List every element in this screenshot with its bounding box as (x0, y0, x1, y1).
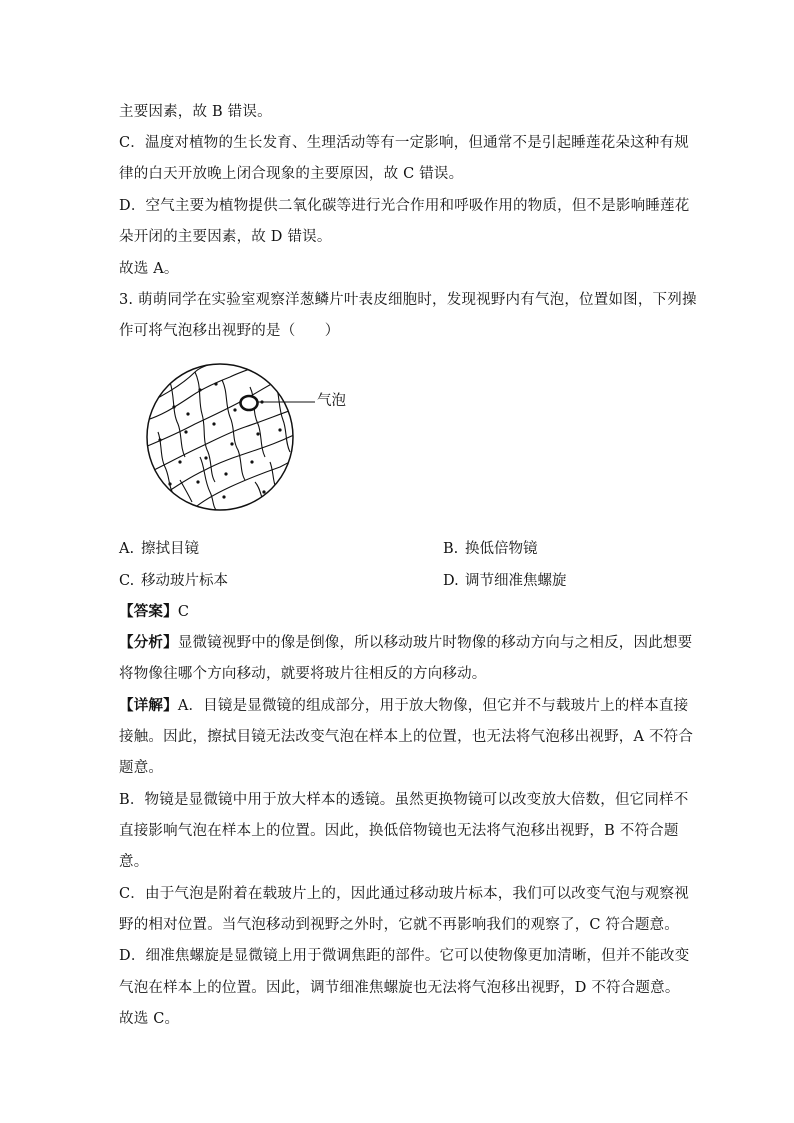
option-text: 擦拭目镜 (141, 541, 199, 557)
answer-tag: 【答案】 (119, 603, 178, 620)
cell-nuclei (158, 382, 281, 498)
text-line: 律的白天开放晚上闭合现象的主要原因，故 C 错误。 (119, 166, 464, 182)
detail-line: 接触。因此，擦拭目镜无法改变气泡在样本上的位置，也无法将气泡移出视野，A 不符合 (119, 729, 694, 745)
option-text: 换低倍物镜 (465, 541, 538, 557)
detail-line: 故选 C。 (119, 1011, 180, 1027)
detail-line: B．物镜是显微镜中用于放大样本的透镜。虽然更换物镜可以改变放大倍数，但它同样不 (119, 792, 689, 808)
detail-line: 气泡在样本上的位置。因此，调节细准焦螺旋也无法将气泡移出视野，D 不符合题意。 (119, 980, 680, 996)
detail-line: 意。 (119, 854, 149, 870)
question-stem: 3. 萌萌同学在实验室观察洋葱鳞片叶表皮细胞时，发现视野内有气泡，位置如图，下列操 (119, 292, 697, 308)
detail-text: A．目镜是显微镜的组成部分，用于放大物像，但它并不与载玻片上的样本直接 (177, 698, 689, 714)
cell-walls (140, 362, 305, 512)
answer-text: C (177, 604, 190, 620)
air-bubble (241, 396, 258, 410)
analysis-tag: 【分析】 (119, 634, 178, 651)
analysis-line (119, 633, 692, 653)
detail-line (119, 696, 688, 716)
option-c (119, 571, 228, 591)
detail-line: C．由于气泡是附着在载玻片上的，因此通过移动玻片标本，我们可以改变气泡与观察视 (119, 886, 689, 902)
option-letter: B. (443, 541, 459, 557)
text-line: C．温度对植物的生长发育、生理活动等有一定影响，但通常不是引起睡莲花朵这种有规 (119, 135, 689, 151)
option-text: 移动玻片标本 (141, 573, 228, 589)
analysis-text: 显微镜视野中的像是倒像，所以移动玻片时物像的移动方向与之相反，因此想要 (177, 635, 693, 651)
analysis-line: 将物像往哪个方向移动，就要将玻片往相反的方向移动。 (119, 666, 487, 682)
detail-line: 野的相对位置。当气泡移动到视野之外时，它就不再影响我们的观察了，C 符合题意。 (119, 917, 680, 933)
text-line: 朵开闭的主要因素，故 D 错误。 (119, 229, 332, 245)
option-b (443, 539, 538, 559)
text-line: D．空气主要为植物提供二氧化碳等进行光合作用和呼吸作用的物质，但不是影响睡莲花 (119, 198, 690, 214)
detail-tag: 【详解】 (119, 697, 178, 714)
text-line: 故选 A。 (119, 261, 179, 277)
option-letter: A. (119, 541, 135, 557)
detail-line: D．细准焦螺旋是显微镜上用于微调焦距的部件。它可以使物像更加清晰，但并不能改变 (119, 948, 690, 964)
option-letter: D. (443, 573, 459, 589)
answer-line (119, 602, 189, 622)
option-d (443, 571, 567, 591)
microscope-field-figure (140, 362, 380, 512)
onion-cell-diagram (140, 362, 380, 512)
text-line: 主要因素，故 B 错误。 (119, 104, 272, 120)
bubble-label: 气泡 (317, 393, 346, 409)
option-letter: C. (119, 573, 135, 589)
option-a (119, 539, 199, 559)
detail-line: 直接影响气泡在样本上的位置。因此，换低倍物镜也无法将气泡移出视野，B 不符合题 (119, 823, 679, 839)
detail-line: 题意。 (119, 760, 164, 776)
question-stem: 作可将气泡移出视野的是（ ） (119, 323, 340, 339)
option-text: 调节细准焦螺旋 (465, 573, 567, 589)
